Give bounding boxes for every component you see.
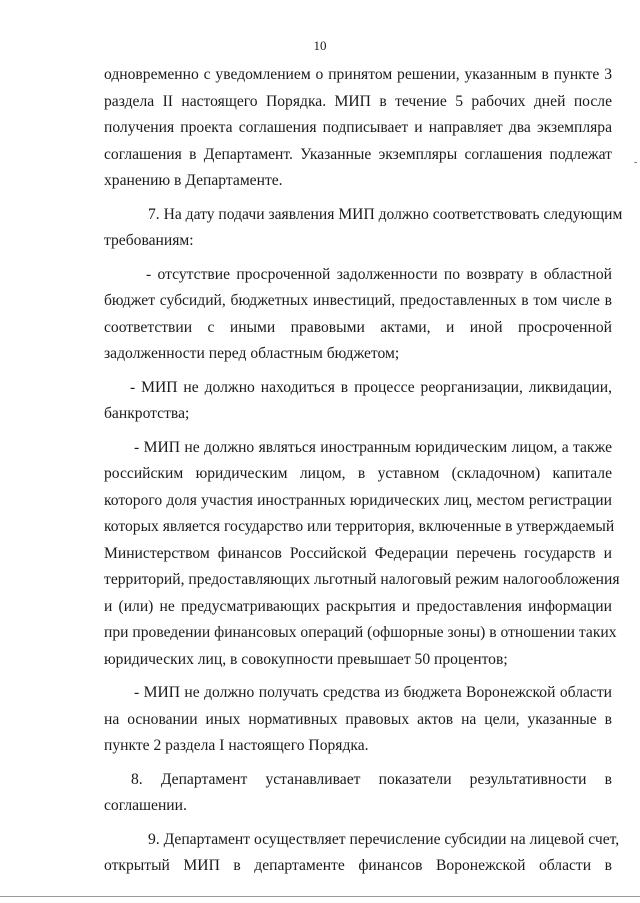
text-line: хранению в Департаменте. [104,172,283,189]
text-line: задолженности перед областным бюджетом; [104,345,400,362]
text-line: 9. Департамент осуществляет перечисление субсидии на лицевой счет, [148,830,620,848]
text-line: требованиям: [104,232,194,249]
text-line: при проведении финансовых операций (офшорные зоны) в отношении таких [104,624,617,641]
text-line: получения проекта соглашения подписывает и направляет два экземпляра [104,119,612,136]
text-line: и (или) не предусматривающих раскрытия и предоставления информации [104,597,612,615]
text-line: соответствии с иными правовыми актами, и иной просроченной [104,318,612,336]
text-line: на основании иных нормативных правовых актов на цели, указанные в [104,710,612,728]
text-line: - МИП не должно получать средства из бюджета Воронежской области [134,684,612,701]
text-line: российским юридическим лицом, в уставном (складочном) капитале [104,465,612,482]
margin-mark: - [634,157,638,168]
text-line: открытый МИП в департаменте финансов Воронежской области в [104,857,612,874]
bottom-rule [0,896,640,897]
text-line: которого доля участия иностранных юридических лиц, местом регистрации [104,491,612,509]
document-body [104,62,623,880]
text-line: - МИП не должно находиться в процессе реорганизации, ликвидации, [130,378,612,396]
text-line: раздела II настоящего Порядка. МИП в течение 5 рабочих дней после [104,92,612,110]
text-line: соглашения в Департамент. Указанные экземпляры соглашения подлежат [104,145,612,163]
text-line: которых является государство или территория, включенные в утверждаемый [104,518,615,535]
text-line: юридических лиц, в совокупности превышает 50 процентов; [104,650,508,668]
page-number: 10 [313,38,327,53]
text-line: соглашении. [104,797,187,814]
text-line: пункте 2 раздела I настоящего Порядка. [104,737,369,754]
text-line: территорий, предоставляющих льготный налоговый режим налогообложения [104,571,620,588]
text-line: банкротства; [104,405,190,422]
text-line: 8. Департамент устанавливает показатели результативности в [131,770,612,788]
text-line: - отсутствие просроченной задолженности по возврату в областной [146,265,612,283]
text-line: одновременно с уведомлением о принятом решении, указанным в пункте 3 [104,66,612,83]
text-line: бюджет субсидий, бюджетных инвестиций, предоставленных в том числе в [104,292,612,309]
text-line: - МИП не должно являться иностранным юридическим лицом, а также [134,438,612,456]
text-line: 7. На дату подачи заявления МИП должно соответствовать следующим [148,205,623,223]
text-line: Министерством финансов Российской Федерации перечень государств и [104,544,612,562]
